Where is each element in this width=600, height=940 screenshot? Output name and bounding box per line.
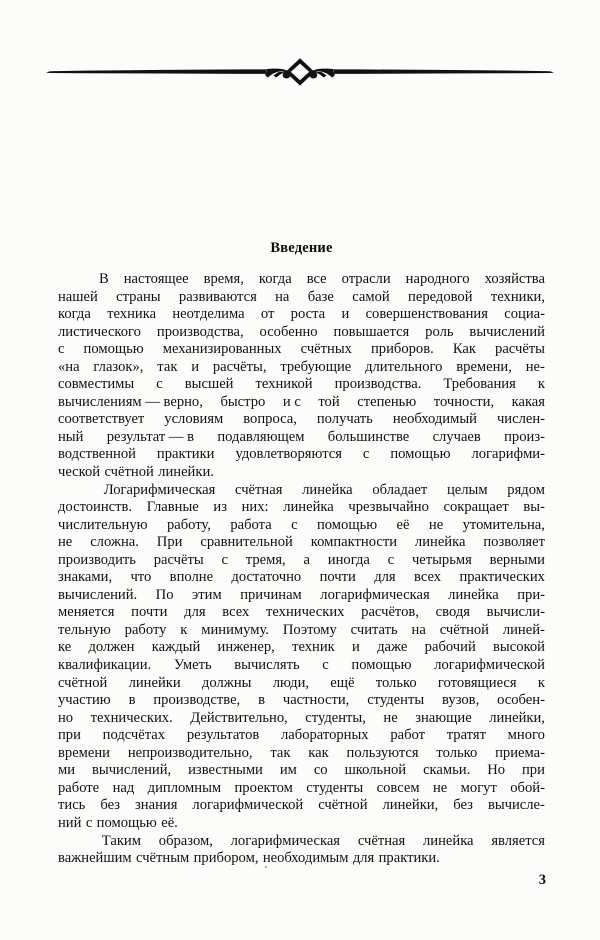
word: той [318, 393, 340, 410]
word: рабочий [424, 639, 476, 656]
word: готовящиеся [437, 674, 517, 691]
word: как [308, 744, 329, 761]
word: техник [292, 639, 335, 656]
word: условиям [164, 411, 224, 428]
word: ний [58, 814, 82, 831]
word: участию [58, 692, 111, 709]
word: со [313, 762, 328, 779]
word: линей- [502, 621, 545, 638]
text-line [58, 289, 545, 307]
body-text [58, 271, 545, 868]
word: вычислять [234, 657, 300, 674]
word: высокой [493, 639, 545, 656]
word: должен [88, 639, 135, 656]
word: техника [107, 306, 157, 323]
word: ке [58, 639, 72, 656]
word: линейки, [382, 797, 439, 814]
word: все [306, 271, 327, 287]
word: не [428, 516, 444, 533]
word: важнейшим [58, 850, 132, 867]
word: проектом [234, 779, 293, 796]
word: с [156, 376, 163, 393]
word: линейка [283, 499, 334, 516]
text-line [58, 517, 545, 535]
word: производства, [156, 323, 244, 340]
word: в [128, 692, 136, 709]
word: роста [290, 306, 326, 323]
word: длительного [365, 358, 443, 375]
word: достоинств. [58, 499, 133, 516]
word: числительную [58, 516, 148, 533]
word: для [184, 604, 206, 621]
text-line [58, 569, 545, 587]
word: знающие [415, 709, 472, 726]
word: точности, [433, 393, 495, 410]
word: для [374, 569, 396, 586]
word: большинстве [327, 428, 410, 445]
word: целым [446, 481, 488, 498]
word: ми [58, 762, 76, 779]
word: и [191, 358, 200, 375]
word: непроизводительно, [127, 744, 253, 761]
word: вопроса, [243, 411, 297, 428]
word: скамьи. [423, 762, 471, 779]
word: счётной [439, 621, 489, 638]
word: должны [201, 674, 252, 691]
word: расчёты [495, 341, 545, 358]
diamond-scroll-divider-icon [44, 55, 556, 89]
word: к [180, 621, 188, 638]
scan-speck [265, 866, 267, 868]
word: для [352, 850, 375, 867]
word: необходимый [392, 411, 477, 428]
word: ещё [330, 674, 355, 691]
word: известными [188, 762, 263, 779]
text-line [58, 446, 545, 464]
paragraph [58, 833, 545, 868]
word: практики. [378, 850, 440, 867]
word: при- [517, 586, 545, 603]
word: производстве, [153, 692, 241, 709]
word: к [537, 674, 545, 691]
text-line [58, 534, 545, 552]
word: без [100, 797, 120, 814]
word: расчёты [153, 551, 204, 568]
word: «на [58, 358, 80, 375]
text-line [58, 815, 545, 833]
section-heading: Введение [270, 240, 333, 256]
word: и [341, 306, 350, 323]
word: числен- [496, 411, 545, 428]
word: без [453, 797, 473, 814]
word: производства. [334, 376, 422, 393]
word: рядом [507, 481, 545, 498]
text-line [58, 675, 545, 693]
word: Требования [443, 376, 516, 393]
word: не [432, 779, 448, 796]
word: совершенствования [365, 306, 488, 323]
word: над [112, 779, 135, 796]
word: Но [487, 762, 506, 779]
word: помощью [351, 657, 412, 674]
word: помощью [390, 446, 451, 463]
page-number: 3 [538, 872, 546, 888]
word: частности, [282, 692, 350, 709]
word: практических [459, 569, 545, 586]
word: расчёты, [212, 358, 267, 375]
word: компактности [310, 534, 398, 551]
word: с [58, 341, 65, 358]
word: социа- [504, 306, 545, 323]
word: технических [266, 604, 345, 621]
word: так [157, 358, 178, 375]
word: только [375, 674, 417, 691]
word: времени [58, 744, 110, 761]
word: достаточно [231, 569, 302, 586]
word: образом, [158, 832, 213, 849]
text-line [58, 464, 545, 482]
word: линейка [302, 481, 353, 498]
word: листического [58, 323, 141, 340]
word: могут [460, 779, 497, 796]
text-line [58, 692, 545, 710]
word: пользуются [346, 744, 419, 761]
word: работу, [166, 516, 211, 533]
word: вузов, [442, 692, 480, 709]
word: логарифмической [434, 657, 545, 674]
word: подсчётах [102, 727, 166, 744]
word: вычислений [469, 323, 545, 340]
word: времени, [456, 358, 512, 375]
word: высшей [184, 376, 234, 393]
word: водственной [58, 446, 136, 463]
word: По [155, 586, 174, 603]
word: меняется [58, 604, 115, 621]
word: счётной [104, 464, 154, 481]
word: вычислений. [58, 586, 138, 603]
text-line [58, 376, 545, 394]
word: время, [203, 271, 244, 287]
word: работу [124, 621, 167, 638]
word: получать [316, 411, 373, 428]
text-line [58, 622, 545, 640]
word: студенты [367, 692, 425, 709]
text-line [58, 639, 545, 657]
word: совместимы [58, 376, 135, 393]
word: Поэтому [282, 621, 337, 638]
word: чрезвычайно [348, 499, 429, 516]
text-line [58, 411, 545, 429]
word: лабораторных [281, 727, 369, 744]
word: линейки [128, 674, 181, 691]
word: технических. [90, 709, 173, 726]
word: произ- [504, 428, 545, 445]
text-line [58, 780, 545, 798]
word: с [291, 516, 298, 533]
word: самой [352, 288, 390, 305]
word: практики [156, 446, 215, 463]
word: является [491, 832, 545, 849]
word: только [436, 744, 478, 761]
paragraph [58, 482, 545, 833]
word: каждый [151, 639, 201, 656]
word: передовой [408, 288, 473, 305]
word: техники, [490, 288, 545, 305]
word: квалификации. [58, 657, 152, 674]
text-line [58, 762, 545, 780]
word: Таким [101, 832, 141, 849]
word: почти [319, 569, 356, 586]
word: тратят [446, 727, 486, 744]
word: помощью [316, 516, 378, 533]
word: ческой [58, 464, 101, 481]
word: быстро [220, 393, 266, 410]
text-line [58, 850, 545, 868]
word: вычислений, [92, 762, 172, 779]
word: совсем [376, 779, 420, 796]
text-line [58, 552, 545, 570]
word: с [362, 446, 370, 463]
word: вычисли- [486, 604, 545, 621]
word: линейка [414, 534, 466, 551]
word: так [270, 744, 291, 761]
word: даже [377, 639, 408, 656]
word: при [522, 762, 545, 779]
word: особенно [259, 323, 318, 340]
word: верными [489, 551, 545, 568]
word: сравнительной [200, 534, 293, 551]
word: настоящее [123, 271, 189, 287]
word: работ [390, 727, 425, 744]
word: тельную [58, 621, 111, 638]
word: глазок», [93, 358, 144, 375]
word: логарифми- [471, 446, 545, 463]
word: в [258, 692, 265, 709]
text-line [58, 745, 545, 763]
word: позволяет [483, 534, 545, 551]
word: соответствует [58, 411, 145, 428]
ornament-divider [0, 52, 600, 92]
word: счётных [300, 341, 352, 358]
word: неотделима [172, 306, 245, 323]
word: сложна. [90, 534, 139, 551]
word: приборов. [371, 341, 434, 358]
text-line [58, 394, 545, 412]
paragraph [58, 271, 545, 482]
word: им [279, 762, 297, 779]
word: развиваются [178, 288, 257, 305]
word: знаками, [58, 569, 113, 586]
text-line [58, 429, 545, 447]
word: них: [241, 499, 269, 516]
word: помощью [83, 341, 144, 358]
word: базе [307, 288, 334, 305]
word: на [275, 288, 290, 305]
word: почти [131, 604, 168, 621]
word: логарифмической [192, 797, 304, 814]
word: прибором, [193, 850, 259, 867]
word: знания [135, 797, 178, 814]
text-line [58, 587, 545, 605]
word: не [58, 534, 73, 551]
word: а [303, 551, 310, 568]
word: требующие [280, 358, 352, 375]
word: этим [192, 586, 222, 603]
word: линейка [448, 586, 499, 603]
word: Действительно, [190, 709, 288, 726]
text-line [58, 797, 545, 815]
word: вы- [523, 499, 545, 516]
word: приема- [495, 744, 545, 761]
word: какая [511, 393, 545, 410]
word: помощью [96, 814, 157, 831]
word: сводя [435, 604, 470, 621]
word: страны [116, 288, 161, 305]
text-line [58, 271, 545, 289]
text-line [58, 341, 545, 359]
word: причинам [240, 586, 302, 603]
word: счётная [357, 832, 406, 849]
word: особен- [497, 692, 545, 709]
word: студенты [306, 779, 364, 796]
word: минимуму. [201, 621, 269, 638]
word: техникой [255, 376, 313, 393]
word: производить [58, 551, 136, 568]
word: линейка [423, 832, 474, 849]
word: результатов [186, 727, 260, 744]
word: роль [425, 323, 454, 340]
word: работе [58, 779, 100, 796]
word: вычисле- [487, 797, 545, 814]
word: счётной [58, 674, 108, 691]
word: логарифмическая [320, 586, 430, 603]
word: её [396, 516, 410, 533]
word: на [411, 621, 426, 638]
word: случаев [432, 428, 481, 445]
word: Как [452, 341, 476, 358]
word: Главные [146, 499, 199, 516]
word: всех [414, 569, 442, 586]
word: расчётов, [361, 604, 419, 621]
word: и [352, 639, 360, 656]
word: результат — в [106, 428, 195, 445]
word: и с [282, 393, 301, 410]
word: с [85, 814, 93, 831]
text-line [58, 306, 545, 324]
word: степенью [357, 393, 417, 410]
text-line [58, 482, 545, 500]
word: В [99, 271, 109, 287]
word: всех [222, 604, 250, 621]
word: При [156, 534, 183, 551]
word: вычислениям — верно, [58, 393, 203, 410]
word: с [322, 657, 329, 674]
text-line [58, 710, 545, 728]
word: при [58, 727, 81, 744]
word: работа [230, 516, 272, 533]
word: школьной [344, 762, 407, 779]
word: необходимым [262, 850, 349, 867]
word: счётным [136, 850, 190, 867]
word: четырьмя [411, 551, 472, 568]
text-line [58, 604, 545, 622]
text-line [58, 359, 545, 377]
word: люди, [272, 674, 310, 691]
text-line [58, 727, 545, 745]
text-line [58, 833, 545, 851]
word: Уметь [173, 657, 212, 674]
word: но [58, 709, 74, 726]
text-line [58, 324, 545, 342]
word: иногда [327, 551, 370, 568]
word: обладает [372, 481, 428, 498]
word: подавляющем [217, 428, 305, 445]
word: к [537, 376, 545, 393]
word: обой- [510, 779, 545, 796]
word: хозяйства [484, 271, 545, 287]
word: логарифмическая [230, 832, 341, 849]
word: повышается [333, 323, 410, 340]
word: тремя, [245, 551, 286, 568]
word: вполне [169, 569, 214, 586]
word: отрасли [341, 271, 391, 287]
word: дипломным [147, 779, 222, 796]
word: студенты, [305, 709, 366, 726]
word: утомительна, [462, 516, 545, 533]
word: не [383, 709, 398, 726]
word: Логарифмическая [103, 481, 216, 498]
word: инженер, [217, 639, 275, 656]
word: линейки. [158, 464, 214, 481]
word: с [221, 551, 228, 568]
word: её. [161, 814, 178, 831]
word: тись [58, 797, 86, 814]
word: ный [58, 428, 84, 445]
word: народного [405, 271, 470, 287]
word: счётной [318, 797, 368, 814]
word: считать [350, 621, 398, 638]
word: сокращает [443, 499, 509, 516]
text-line [58, 499, 545, 517]
word: счётная [235, 481, 283, 498]
word: механизированных [162, 341, 282, 358]
word: нашей [58, 288, 98, 305]
text-line [58, 657, 545, 675]
word: из [213, 499, 227, 516]
word: что [130, 569, 152, 586]
word: много [507, 727, 545, 744]
word: когда [58, 306, 91, 323]
word: с [387, 551, 395, 568]
word: не- [525, 358, 545, 375]
word: удовлетворяются [235, 446, 342, 463]
word: когда [258, 271, 292, 287]
word: от [260, 306, 275, 323]
word: линейки, [489, 709, 545, 726]
